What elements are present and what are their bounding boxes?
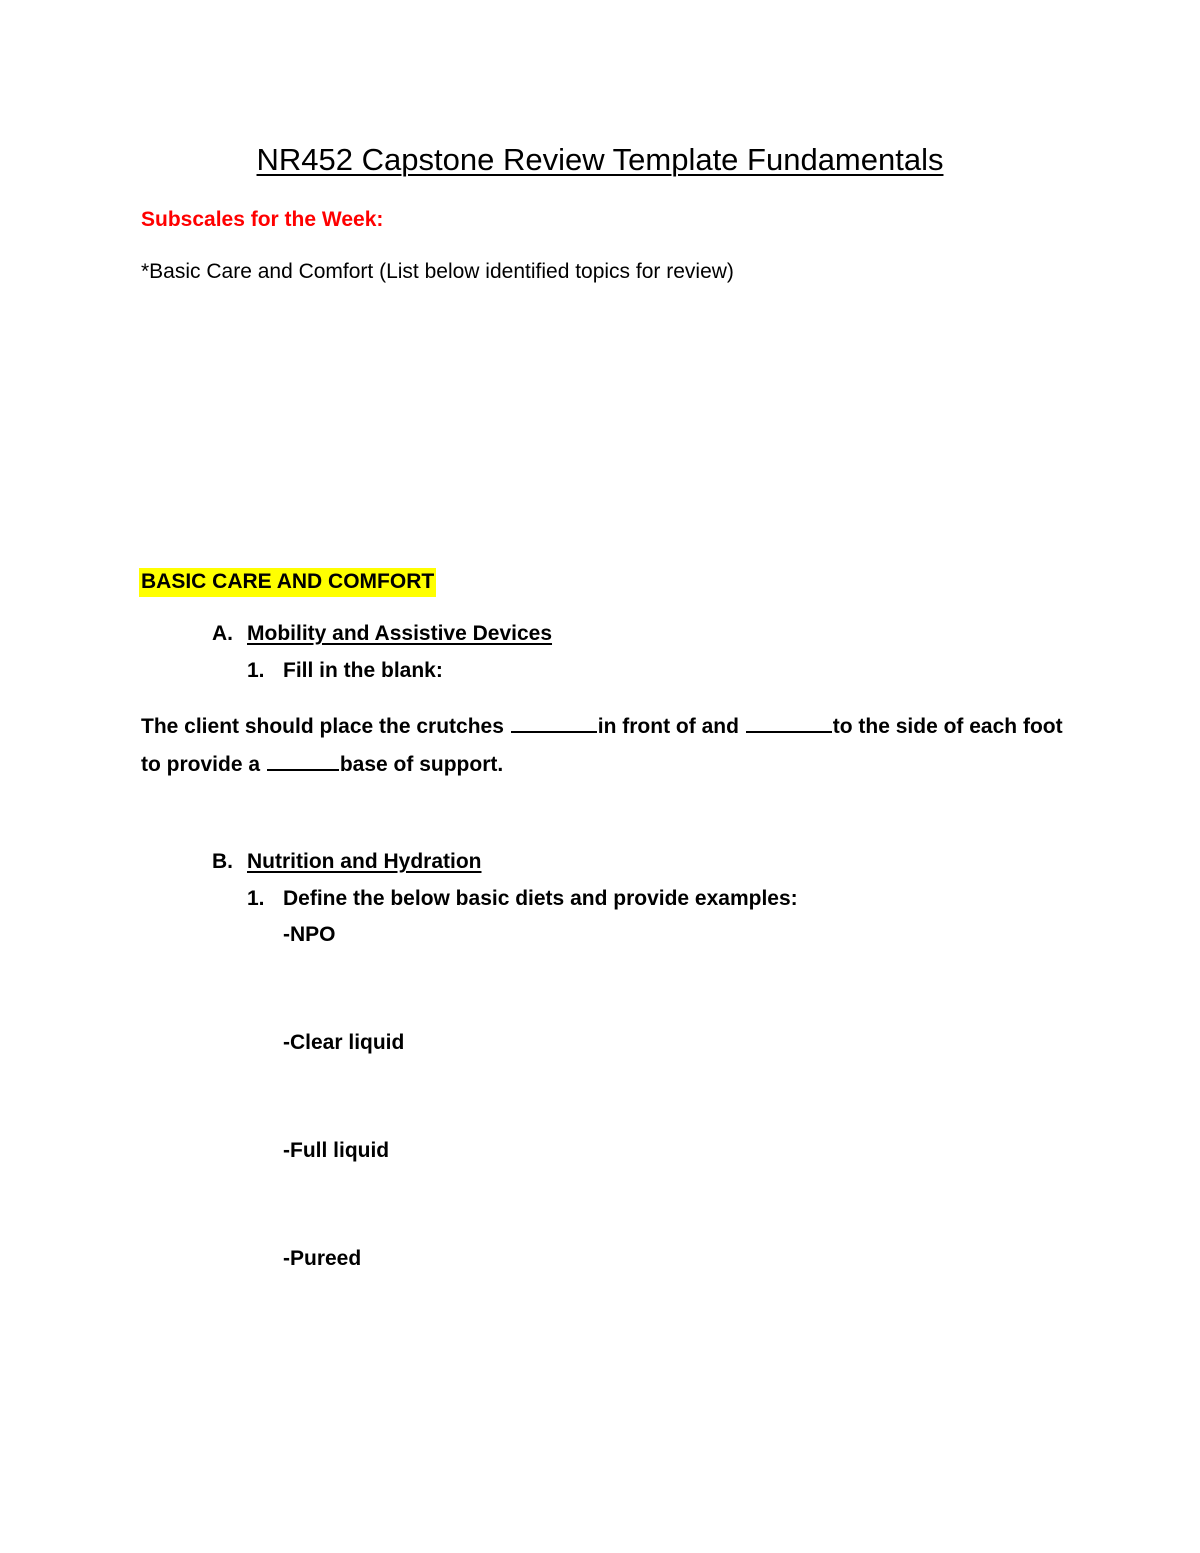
part-b-item-text: Define the below basic diets and provide examples:	[283, 887, 798, 910]
sentence-part-4: base of support.	[339, 753, 504, 776]
blank-line-1[interactable]	[511, 712, 597, 733]
diet-npo: -NPO	[283, 923, 336, 946]
part-b-item-number: 1.	[247, 887, 265, 910]
part-a-item-text: Fill in the blank:	[283, 659, 443, 682]
part-a-heading: Mobility and Assistive Devices	[247, 622, 553, 645]
sentence-part-3: to the side of each foot to provide a	[141, 715, 1063, 776]
diet-clear-liquid: -Clear liquid	[283, 1031, 405, 1054]
part-a-letter: A.	[212, 622, 233, 645]
blank-line-2[interactable]	[746, 712, 832, 733]
topics-note: *Basic Care and Comfort (List below identified topics for review)	[141, 260, 734, 283]
document-title: NR452 Capstone Review Template Fundamentals	[256, 142, 944, 177]
diet-full-liquid: -Full liquid	[283, 1139, 390, 1162]
subscales-label: Subscales for the Week:	[141, 208, 384, 231]
fill-in-blank-sentence	[141, 708, 1071, 784]
part-b-heading: Nutrition and Hydration	[247, 850, 482, 873]
part-b-letter: B.	[212, 850, 233, 873]
diet-pureed: -Pureed	[283, 1247, 362, 1270]
part-a-item-number: 1.	[247, 659, 265, 682]
sentence-part-2: in front of and	[597, 715, 745, 738]
section-heading-highlighted: BASIC CARE AND COMFORT	[139, 568, 436, 597]
blank-line-3[interactable]	[267, 750, 339, 771]
sentence-part-1: The client should place the crutches	[141, 715, 510, 738]
